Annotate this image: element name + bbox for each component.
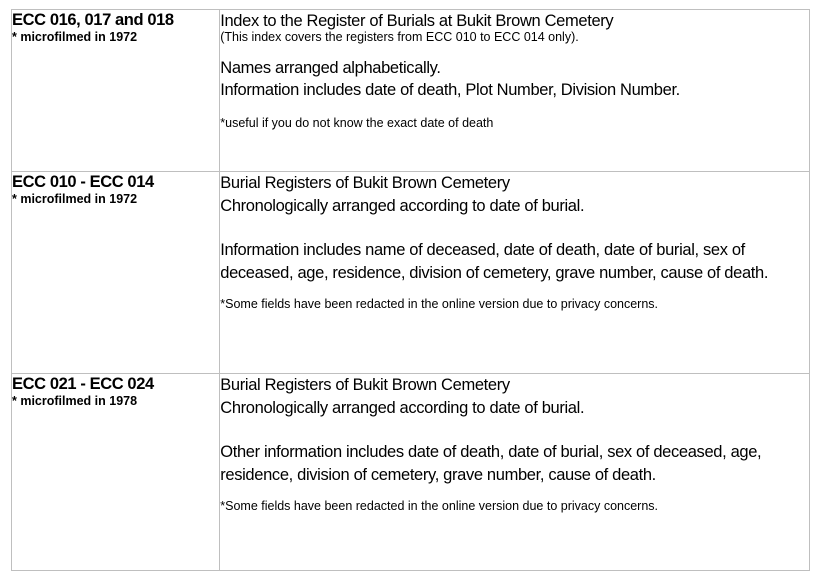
- microfilm-note: * microfilmed in 1972: [12, 192, 138, 206]
- description-info: Information includes name of deceased, date of death, date of burial, sex of deceased, age, residence, division of cemetery, grave number, cause of death.: [220, 241, 769, 282]
- reference-cell: [12, 172, 220, 374]
- coverage-note: (This index covers the registers from ECC 010 to ECC 014 only).: [220, 29, 579, 44]
- microfilm-note: * microfilmed in 1978: [12, 394, 138, 408]
- description-cell: [220, 374, 810, 571]
- table-row: [12, 172, 810, 374]
- records-table: [11, 9, 810, 571]
- footnote: *Some fields have been redacted in the online version due to privacy concerns.: [220, 499, 659, 513]
- description-title: Burial Registers of Bukit Brown Cemetery: [220, 174, 510, 192]
- description-line: Chronologically arranged according to date of burial.: [220, 398, 585, 417]
- description-info: Other information includes date of death, date of burial, sex of deceased, age, residence, division of cemetery, grave number, cause of death.: [220, 443, 762, 484]
- description-line: Chronologically arranged according to date of burial.: [220, 196, 585, 215]
- reference-code: ECC 016, 017 and 018: [12, 11, 174, 29]
- reference-cell: [12, 374, 220, 571]
- microfilm-note: * microfilmed in 1972: [12, 30, 138, 44]
- description-line: Names arranged alphabetically.: [220, 58, 441, 77]
- description-line: Information includes date of death, Plot Number, Division Number.: [220, 81, 680, 99]
- reference-code: ECC 010 - ECC 014: [12, 173, 154, 191]
- footnote: *Some fields have been redacted in the online version due to privacy concerns.: [220, 297, 659, 311]
- description-cell: [220, 10, 810, 172]
- description-cell: [220, 172, 810, 374]
- table-row: [12, 10, 810, 172]
- footnote: *useful if you do not know the exact date of death: [220, 115, 494, 130]
- description-title: Index to the Register of Burials at Bukit Brown Cemetery: [220, 12, 614, 30]
- reference-cell: [12, 10, 220, 172]
- table-row: [12, 374, 810, 571]
- reference-code: ECC 021 - ECC 024: [12, 375, 154, 393]
- description-title: Burial Registers of Bukit Brown Cemetery: [220, 376, 510, 394]
